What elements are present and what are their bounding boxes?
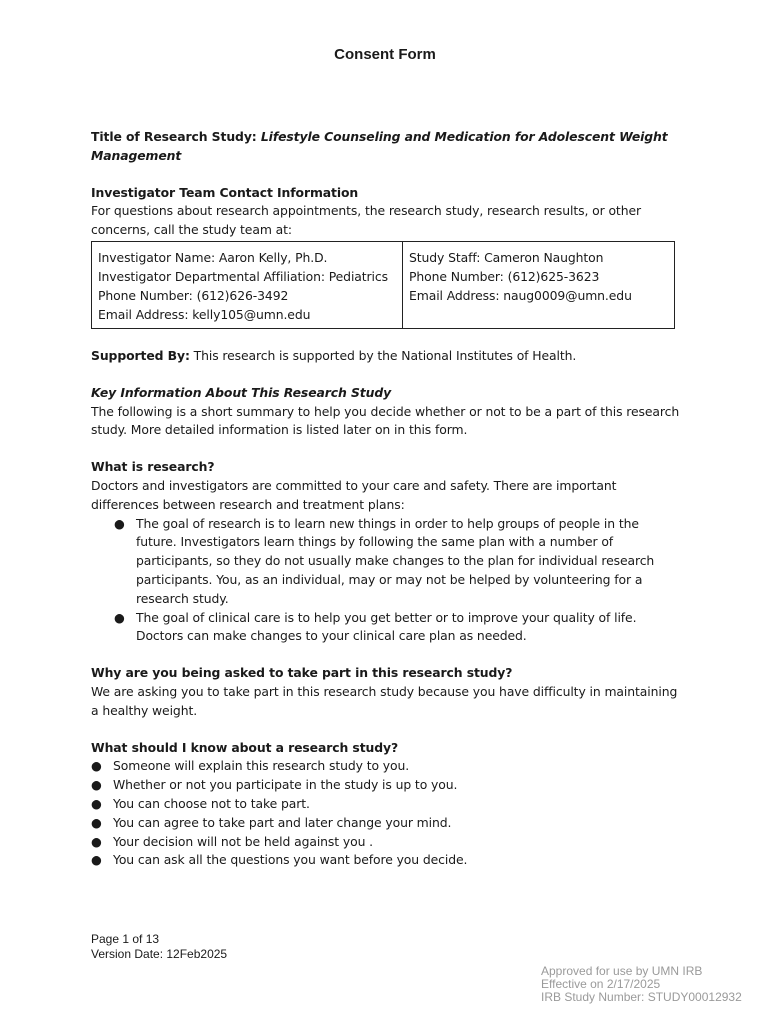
list-item: ● You can agree to take part and later change your mind. xyxy=(91,814,681,833)
list-item: ● You can ask all the questions you want before you decide. xyxy=(91,851,681,870)
investigator-email: Email Address: kelly105@umn.edu xyxy=(98,306,311,322)
list-item: ● Whether or not you participate in the study is up to you. xyxy=(91,776,681,795)
key-info-text: The following is a short summary to help you decide whether or not to be a part of this research study. More detailed information is listed later on in this form. xyxy=(91,403,680,438)
page-footer xyxy=(91,932,227,962)
page-title: Consent Form xyxy=(334,46,436,63)
bullet-icon: ● xyxy=(91,795,102,811)
study-title-label: Title of Research Study: xyxy=(91,129,261,144)
page-number: Page 1 of 13 xyxy=(91,932,160,946)
contact-intro: For questions about research appointments, the research study, research results, or other concerns, call the study team at: xyxy=(91,203,641,238)
bullet-icon: ● xyxy=(91,833,102,849)
staff-phone: Phone Number: (612)625-3623 xyxy=(409,268,600,284)
bullet-icon: ● xyxy=(114,515,125,531)
supported-by xyxy=(91,347,681,366)
document-body xyxy=(91,128,681,870)
contact-table xyxy=(91,241,675,329)
list-item: ● Someone will explain this research study to you. xyxy=(91,757,681,776)
supported-label: Supported By: xyxy=(91,347,190,363)
investigator-phone: Phone Number: (612)626-3492 xyxy=(98,287,289,303)
bullet-icon: ● xyxy=(91,777,102,793)
list-item: ● The goal of research is to learn new things in order to help groups of people in the future. Investigators learn things by following the same plan with a number of participants, so they do not usually make changes to the plan for individual research participants. You, as an individual, may or may not be helped by volunteering for a research study. xyxy=(114,515,655,606)
key-info-heading: Key Information About This Research Study xyxy=(91,384,392,400)
bullet-icon: ● xyxy=(114,609,125,625)
study-title-value: Lifestyle Counseling and Medication for Adolescent Weight Management xyxy=(91,129,668,163)
what-is-research-intro: Doctors and investigators are committed to your care and safety. There are important differences between research and treatment plans: xyxy=(91,477,617,512)
irb-approval-line: Approved for use by UMN IRB xyxy=(541,964,703,978)
list-item: ● Your decision will not be held against you . xyxy=(91,833,681,852)
list-item: ● You can choose not to take part. xyxy=(91,795,681,814)
contact-heading: Investigator Team Contact Information xyxy=(91,184,359,200)
investigator-contact-cell xyxy=(92,241,403,328)
bullet-icon: ● xyxy=(91,758,102,774)
investigator-affiliation: Investigator Departmental Affiliation: Pediatrics xyxy=(98,268,388,284)
irb-approval-stamp xyxy=(541,965,742,1004)
why-asked-text: We are asking you to take part in this research study because you have difficulty in maintaining a healthy weight. xyxy=(91,683,678,718)
staff-contact-cell xyxy=(403,241,675,328)
bullet-icon: ● xyxy=(91,814,102,830)
version-date: Version Date: 12Feb2025 xyxy=(91,947,228,961)
supported-text: This research is supported by the National Institutes of Health. xyxy=(189,347,577,363)
irb-effective-date: Effective on 2/17/2025 xyxy=(541,977,661,991)
list-item: ● The goal of clinical care is to help you get better or to improve your quality of life. Doctors can make changes to your clinical care plan as needed. xyxy=(114,609,637,644)
study-title xyxy=(91,128,681,166)
staff-email: Email Address: naug0009@umn.edu xyxy=(409,287,632,303)
irb-study-number: IRB Study Number: STUDY00012932 xyxy=(541,990,742,1004)
what-is-research-heading: What is research? xyxy=(91,459,215,475)
know-bullet-list xyxy=(91,757,681,870)
why-asked-heading: Why are you being asked to take part in this research study? xyxy=(91,665,513,681)
what-know-heading: What should I know about a research study? xyxy=(91,739,399,755)
research-bullet-list xyxy=(91,515,681,647)
bullet-icon: ● xyxy=(91,852,102,868)
investigator-name: Investigator Name: Aaron Kelly, Ph.D. xyxy=(98,249,328,265)
staff-name: Study Staff: Cameron Naughton xyxy=(409,249,604,265)
